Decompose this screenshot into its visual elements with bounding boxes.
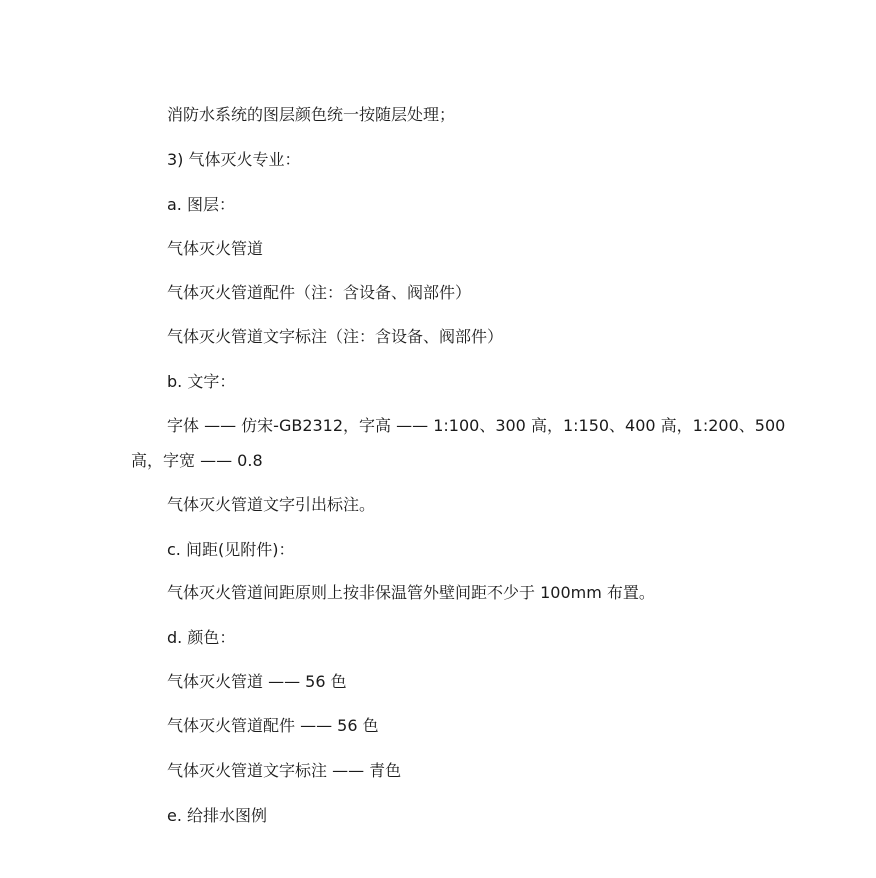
paragraph-leader-annotation: 气体灭火管道文字引出标注。 <box>167 495 376 514</box>
subheading-legend: e. 给排水图例 <box>167 806 268 825</box>
paragraph-spacing-rule: 气体灭火管道间距原则上按非保温管外壁间距不少于 100mm 布置。 <box>167 583 655 602</box>
paragraph-font-spec-continued: 高，字宽 —— 0.8 <box>131 451 263 470</box>
layer-item-fittings: 气体灭火管道配件（注：含设备、阀部件） <box>167 283 472 302</box>
subheading-layers: a. 图层： <box>167 195 235 214</box>
layer-item-text-annotation: 气体灭火管道文字标注（注：含设备、阀部件） <box>167 327 504 346</box>
color-item-pipe: 气体灭火管道 —— 56 色 <box>167 672 347 691</box>
section-heading-gas-fire: 3) 气体灭火专业： <box>167 150 301 169</box>
subheading-text: b. 文字： <box>167 372 236 391</box>
color-item-fittings: 气体灭火管道配件 —— 56 色 <box>167 716 379 735</box>
subheading-colors: d. 颜色： <box>167 628 236 647</box>
paragraph-layer-color-rule: 消防水系统的图层颜色统一按随层处理； <box>167 105 456 124</box>
subheading-spacing: c. 间距(见附件)： <box>167 540 295 559</box>
layer-item-pipe: 气体灭火管道 <box>167 239 264 258</box>
color-item-text-annotation: 气体灭火管道文字标注 —— 青色 <box>167 761 402 780</box>
paragraph-font-spec: 字体 —— 仿宋-GB2312，字高 —— 1:100、300 高，1:150、400 高，1:200、500 <box>167 416 786 435</box>
